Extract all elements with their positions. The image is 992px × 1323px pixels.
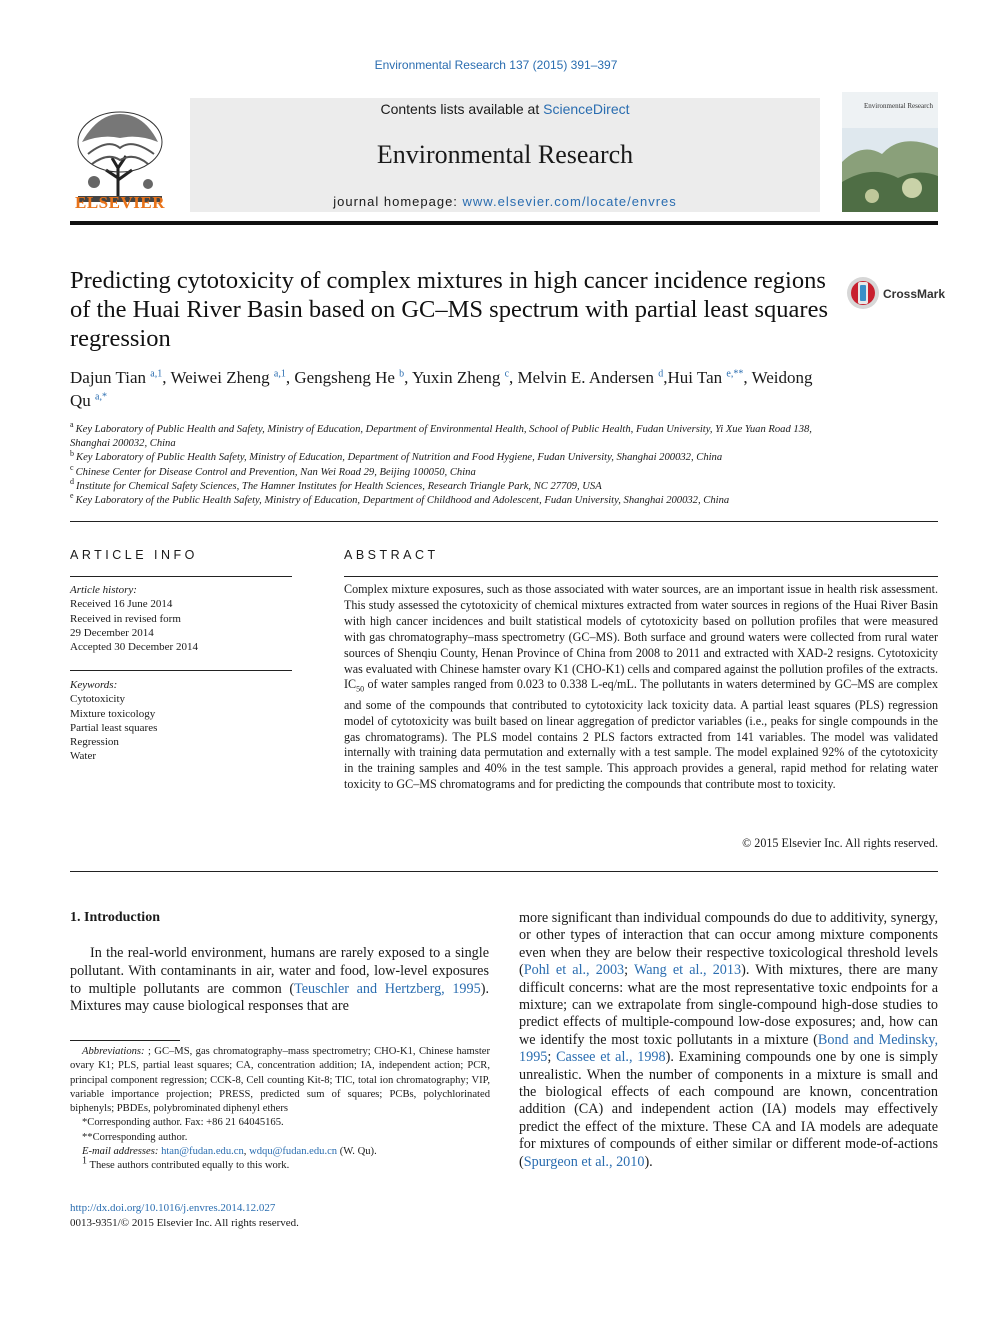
email-footnote xyxy=(70,1145,490,1159)
cover-title: Environmental Research xyxy=(864,102,934,110)
equal-contribution-mark: 1 xyxy=(82,1155,87,1167)
author-name[interactable]: Weidong Qu xyxy=(70,368,813,410)
author-affiliation-mark[interactable]: e,** xyxy=(726,368,744,380)
abstract-rule xyxy=(344,576,938,577)
equal-contribution-footnote xyxy=(70,1155,490,1173)
abbreviations-text: ; GC–MS, gas chromatography–mass spectrometry; CHO-K1, Chinese hamster ovary K1; PLS, partial least squares; CA, concentration addition; IA, independent action; PCR, principal component regression; CCK-8, Cell counting Kit-8; TIC, total ion chromatography; VIP, variable importance projection; PRESS, predicted sum of squares; PCBs, polychlorinated biphenyls; PBDEs, polybrominated diphenyl ethers xyxy=(70,1046,490,1115)
keyword-item: Mixture toxicology xyxy=(70,707,156,720)
corresponding-author-1: *Corresponding author. Fax: +86 21 64045165. xyxy=(82,1117,284,1129)
elsevier-wordmark: ELSEVIER xyxy=(75,193,165,212)
abbreviations-label: Abbreviations: xyxy=(82,1046,145,1057)
ic50-subscript: 50 xyxy=(356,684,365,694)
right-text-2: ; xyxy=(624,962,634,979)
affiliation-key: a xyxy=(70,420,74,430)
author-name[interactable]: Dajun Tian xyxy=(70,368,147,387)
history-item: Received 16 June 2014 xyxy=(70,598,173,611)
affiliation-text: Key Laboratory of the Public Health Safety, Ministry of Education, Department of Childhood and Adolescent, Fudan University, Shanghai 200032, China xyxy=(75,495,730,507)
abstract-heading: ABSTRACT xyxy=(344,548,439,562)
citation-spurgeon[interactable]: Spurgeon et al., 2010 xyxy=(523,1153,645,1170)
right-text-3: ). With mixtures, there are many difficult concerns: what are the most representative toxic endpoints for a mixture; can we extrapolate from single-compound high-dose studies to predict effects of multiple-compound low-dose exposures; and, how can we identify the most toxic pollutants in a mixture ( xyxy=(519,962,939,1048)
citation-cassee[interactable]: Cassee et al., 1998 xyxy=(556,1049,666,1066)
keyword-item: Water xyxy=(70,750,96,763)
author-affiliation-mark[interactable]: a,1 xyxy=(150,368,163,380)
author-separator: , xyxy=(663,368,668,387)
affiliation-key: d xyxy=(70,477,74,487)
right-text-6: ). xyxy=(644,1153,653,1170)
keyword-list xyxy=(70,692,300,763)
doi-link[interactable]: http://dx.doi.org/10.1016/j.envres.2014.12.027 xyxy=(70,1202,276,1214)
history-item: Received in revised form xyxy=(70,612,181,625)
author-affiliation-mark[interactable]: a,* xyxy=(95,391,107,403)
abstract-copyright: © 2015 Elsevier Inc. All rights reserved. xyxy=(742,836,938,850)
affiliation-text: Chinese Center for Disease Control and Prevention, Nan Wei Road 29, Beijing 100050, China xyxy=(75,466,476,478)
article-title: Predicting cytotoxicity of complex mixtures in high cancer incidence regions of the Huai River Basin based on GC–MS spectrum with partial least squares regression xyxy=(70,267,828,352)
affiliation-item xyxy=(70,477,830,494)
email-qu-link[interactable]: wdqu@fudan.edu.cn xyxy=(249,1146,338,1158)
email-separator: , xyxy=(243,1146,250,1158)
header-rule xyxy=(70,221,938,225)
author-affiliation-mark[interactable]: d xyxy=(658,368,664,380)
history-item: Accepted 30 December 2014 xyxy=(70,641,198,654)
introduction-paragraph xyxy=(70,945,489,1016)
crossmark-label: CrossMark xyxy=(883,287,946,301)
footnotes xyxy=(70,1045,490,1174)
affiliation-text: Key Laboratory of Public Health and Safety, Ministry of Education, Department of Environmental Health, School of Public Health, Fudan University, Yi Xue Yuan Road 138, Shanghai 200032, China xyxy=(70,424,812,450)
keyword-item: Partial least squares xyxy=(70,721,158,734)
email-end: (W. Qu). xyxy=(337,1146,377,1158)
author-name[interactable]: Gengsheng He xyxy=(294,368,395,387)
sciencedirect-link[interactable]: ScienceDirect xyxy=(543,101,630,117)
abstract-part2: of water samples ranged from 0.023 to 0.338 L-eq/mL. The pollutants in waters determined by GC–MS are complex and some of the compounds that contributed to cytotoxicity lack toxicity data. A partial least squares (PLS) regression model of cytotoxicity was built based on linear aggregation of predictor variables (i.e., peaks for single compounds in the gas chromatograms). The PLS model contains 2 PLS factors extracted from 141 variables. The model was validated internally with training data permutation and externally with a test sample. The model explained 92% of the cytotoxicity in the training samples and 40% in the test sample. This approach provides a general, rapid method for relating water toxicity to GC–MS chromatograms and for predicting the compounds that contribute most to toxicity. xyxy=(344,677,938,792)
affiliation-key: c xyxy=(70,463,74,473)
article-history xyxy=(70,583,300,654)
abstract-text xyxy=(344,582,938,793)
abstract-bottom-rule xyxy=(70,871,938,872)
right-text-4: ; xyxy=(547,1049,557,1066)
affiliation-text: Key Laboratory of Public Health Safety, Ministry of Education, Department of Nutrition and Food Hygiene, Fudan University, Shanghai 200032, China xyxy=(76,452,723,464)
contents-line xyxy=(190,101,820,117)
keywords-rule xyxy=(70,670,292,671)
author-affiliation-mark[interactable]: b xyxy=(399,368,405,380)
author-affiliation-mark[interactable]: c xyxy=(504,368,510,380)
journal-name: Environmental Research xyxy=(376,140,634,169)
author-name[interactable]: Yuxin Zheng xyxy=(412,368,501,387)
email-tan-link[interactable]: htan@fudan.edu.cn xyxy=(161,1146,244,1158)
homepage-line xyxy=(190,194,820,209)
keywords-label: Keywords: xyxy=(70,679,118,691)
intro-text-2: ). Mixtures may cause biological responses that are xyxy=(70,980,489,1015)
right-text-5: ). Examining compounds one by one is simply unrealistic. When the number of components in a mixture is small and the biological effects of each compound are known, concentration addition (CA) and independent action (IA) models may effectively predict the effect of the mixture. These CA and IA models are adequate for mixtures of compounds of either similar or different mode-of-actions ( xyxy=(519,1049,938,1170)
affiliation-item xyxy=(70,463,830,480)
affiliation-key: b xyxy=(70,448,74,458)
issn-line: 0013-9351/© 2015 Elsevier Inc. All rights reserved. xyxy=(70,1217,299,1229)
author-name[interactable]: Melvin E. Andersen xyxy=(517,368,654,387)
keyword-item: Regression xyxy=(70,736,119,749)
corresponding-author-2: **Corresponding author. xyxy=(82,1131,188,1143)
affiliation-item xyxy=(70,491,830,508)
citation-wang[interactable]: Wang et al., 2013 xyxy=(633,962,742,979)
journal-homepage-link[interactable]: www.elsevier.com/locate/envres xyxy=(462,194,677,209)
footnote-rule xyxy=(70,1040,180,1041)
author-separator: , xyxy=(509,368,518,387)
affiliation-list xyxy=(70,420,830,508)
citation-teuschler[interactable]: Teuschler and Hertzberg, 1995 xyxy=(294,980,481,997)
author-affiliation-mark[interactable]: a,1 xyxy=(273,368,286,380)
history-list xyxy=(70,597,300,654)
contents-prefix: Contents lists available at xyxy=(380,101,544,117)
keyword-item: Cytotoxicity xyxy=(70,693,125,706)
abbreviations-footnote xyxy=(70,1045,490,1116)
keywords-block xyxy=(70,678,300,764)
equal-contribution-text: These authors contributed equally to this work. xyxy=(89,1160,290,1172)
history-label: Article history: xyxy=(70,584,137,596)
crossmark-badge[interactable] xyxy=(846,276,946,310)
introduction-heading: 1. Introduction xyxy=(70,910,160,925)
history-item: 29 December 2014 xyxy=(70,626,154,639)
journal-cover-thumbnail[interactable] xyxy=(842,92,938,212)
homepage-prefix: journal homepage: xyxy=(333,194,463,209)
citation-pohl[interactable]: Pohl et al., 2003 xyxy=(523,962,625,979)
author-list xyxy=(70,366,840,412)
author-separator: , xyxy=(162,368,171,387)
intro-text-1: In the real-world environment, humans are rarely exposed to a single pollutant. With contaminants in air, water and food, low-level exposures to multiple pollutants are common ( xyxy=(70,945,489,997)
article-info-heading: ARTICLE INFO xyxy=(70,548,198,562)
affiliation-text: Institute for Chemical Safety Sciences, The Hamner Institutes for Health Sciences, Research Triangle Park, NC 27709, USA xyxy=(76,480,602,492)
affiliation-item xyxy=(70,448,830,465)
author-name[interactable]: Weiwei Zheng xyxy=(170,368,270,387)
email-label: E-mail addresses: xyxy=(82,1146,162,1158)
author-name[interactable]: Hui Tan xyxy=(667,368,723,387)
introduction-right-column xyxy=(519,910,938,1171)
author-separator: , xyxy=(285,368,295,387)
affiliation-rule xyxy=(70,521,938,522)
citation-bond[interactable]: Bond and Medinsky, 1995 xyxy=(519,1031,938,1066)
author-separator: , xyxy=(404,368,413,387)
right-text-1: more significant than individual compounds do due to additivity, synergy, or other types of interaction that can occur among mixture components even when they are below their respective toxicological threshold levels ( xyxy=(519,910,938,979)
affiliation-key: e xyxy=(70,491,74,501)
journal-reference[interactable]: Environmental Research 137 (2015) 391–397 xyxy=(374,58,618,72)
affiliation-item xyxy=(70,420,830,451)
author-separator: , xyxy=(743,368,752,387)
abstract-part1: Complex mixture exposures, such as those associated with water sources, are an important issue in health risk assessment. This study assessed the cytotoxicity of chemical mixtures extracted from water sources in regions of the Huai River Basin with high cancer incidences and built statistical models of cytotoxicity based on pollution profiles that were measured with gas chromatography–mass spectrometry (GC–MS). Both surface and ground waters were collected from rural water sources of Shenqiu County, Henan Province of China from 2008 to 2011 and extracted with XAD-2 resigns. Cytotoxicity was evaluated with Chinese hamster ovary K1 (CHO-K1) cells and compared against the pollution profiles of the extracts. IC xyxy=(344,582,938,692)
article-info-rule xyxy=(70,576,292,577)
